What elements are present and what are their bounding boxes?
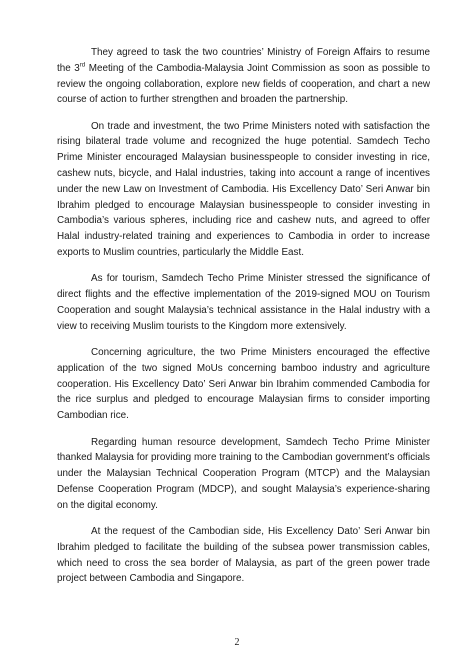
paragraph-agriculture: Concerning agriculture, the two Prime Ministers encouraged the effective application of the two signed MoUs concerning bamboo industry and agriculture cooperation. His Excellency Dato’ Seri Anwar bin Ibrahim commended Cambodia for the rice surplus and pledged to encourage Malaysian firms to consider importing Cambodian rice. (57, 347, 430, 422)
document-body (57, 45, 430, 598)
ordinal-suffix: rd (79, 61, 86, 69)
paragraph-human-resources: Regarding human resource development, Samdech Techo Prime Minister thanked Malaysia for providing more training to the Cambodian government’s officials under the Malaysian Technical Cooperation Program (MTCP) and the Malaysian Defense Cooperation Program (MDCP), and sought Malaysia’s experience-sharing on the digital economy. (57, 436, 430, 511)
paragraph-joint-commission (57, 45, 430, 108)
paragraph-trade-investment: On trade and investment, the two Prime Ministers noted with satisfaction the rising bilateral trade volume and recognized the huge potential. Samdech Techo Prime Minister encouraged Malaysian businesspeople to consider investing in rice, cashew nuts, bicycle, and Halal industries, taking into account a range of incentives under the new Law on Investment of Cambodia. His Excellency Dato’ Seri Anwar bin Ibrahim pledged to encourage Malaysian businesspeople to consider investing in Cambodia’s various spheres, including rice and cashew nuts, and agreed to offer Halal industry-related training and experiences to Cambodia in order to increase exports to Muslim countries, particularly the Middle East. (57, 120, 430, 259)
paragraph-power-transmission: At the request of the Cambodian side, His Excellency Dato’ Seri Anwar bin Ibrahim pledged to facilitate the building of the subsea power transmission cables, which need to cross the sea border of Malaysia, as part of the green power trade project between Cambodia and Singapore. (57, 526, 430, 585)
page-number: 2 (234, 637, 240, 648)
paragraph-joint-commission-text-end: Meeting of the Cambodia-Malaysia Joint Commission as soon as possible to review the ongoing collaboration, explore new fields of cooperation, and chart a new course of action to further strengthen and broaden the partnership. (57, 62, 430, 106)
paragraph-tourism: As for tourism, Samdech Techo Prime Minister stressed the significance of direct flights and the effective implementation of the 2019-signed MOU on Tourism Cooperation and sought Malaysia’s technical assistance in the Halal industry with a view to receiving Muslim tourists to the Kingdom more extensively. (57, 273, 430, 332)
paragraph-joint-commission-text-start: They agreed to task the two countries’ Ministry of Foreign Affairs to resume the 3 (57, 47, 430, 74)
